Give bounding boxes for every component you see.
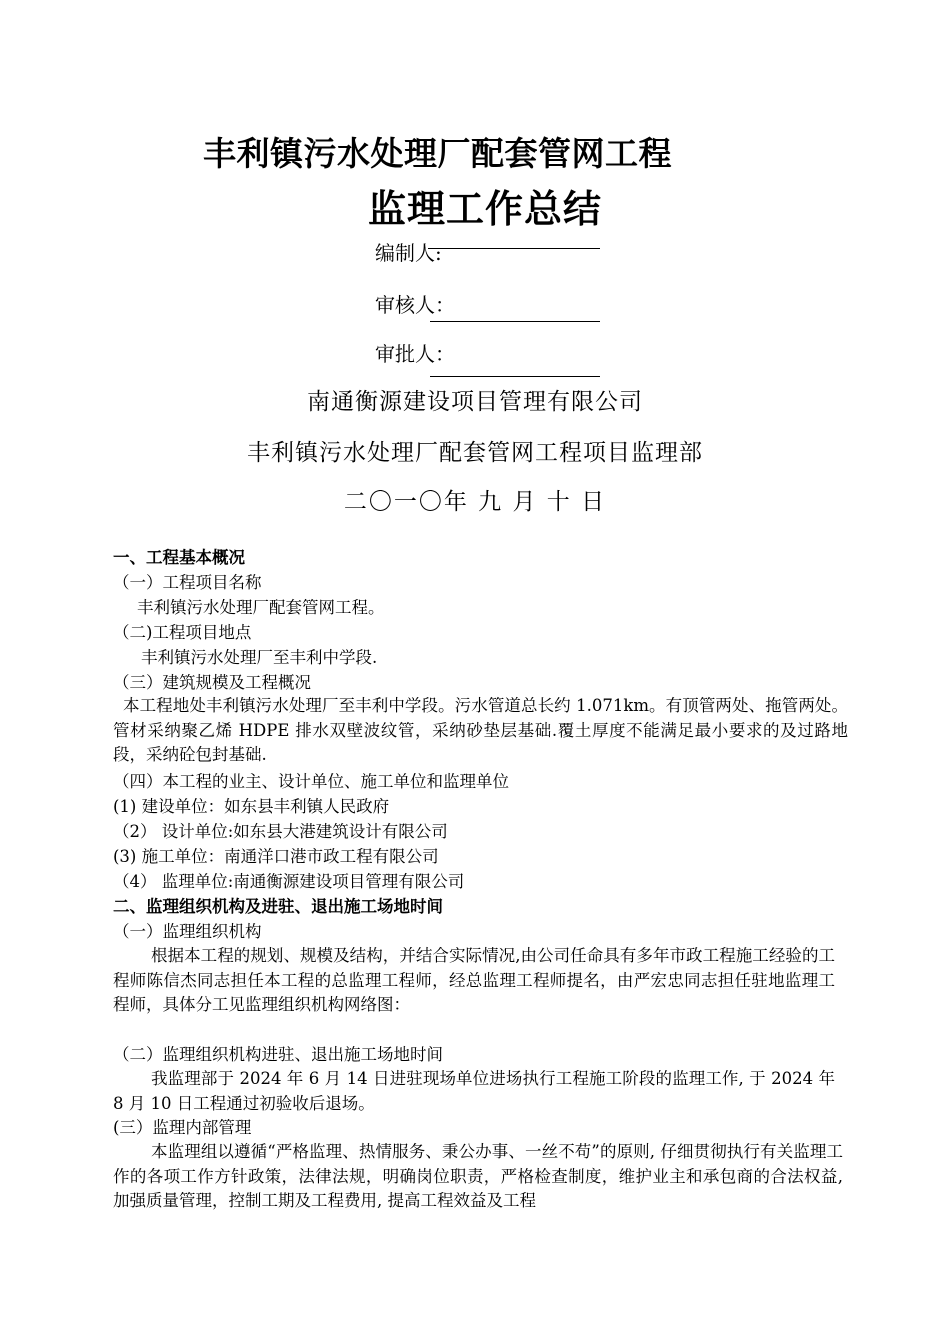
- section-2-sub-3-title: (三）监理内部管理: [113, 1118, 252, 1137]
- title-line-1: 丰利镇污水处理厂配套管网工程: [203, 134, 672, 173]
- approver-label: 审批人：: [375, 342, 455, 366]
- unit-line-2: （2） 设计单位:如东县大港建筑设计有限公司: [113, 822, 448, 841]
- reviewer-signature-line: [430, 321, 600, 322]
- unit-line-3: (3) 施工单位：南通洋口港市政工程有限公司: [113, 847, 439, 866]
- section-1-sub-1-title: （一）工程项目名称: [113, 573, 262, 592]
- compiler-label: 编制人:: [375, 241, 442, 265]
- section-2-sub-1-title: （一）监理组织机构: [113, 922, 262, 941]
- section-1-sub-4-title: （四）本工程的业主、设计单位、施工单位和监理单位: [113, 772, 509, 791]
- section-1-sub-2-title: （二)工程项目地点: [113, 623, 252, 642]
- section-1-sub-1-text: 丰利镇污水处理厂配套管网工程。: [137, 598, 385, 617]
- section-2-sub-2-title: （二）监理组织机构进驻、退出施工场地时间: [113, 1045, 443, 1064]
- section-1-sub-2-text: 丰利镇污水处理厂至丰利中学段.: [141, 648, 378, 667]
- title-line-2: 监理工作总结: [368, 186, 603, 231]
- section-2-heading: 二、监理组织机构及进驻、退出施工场地时间: [113, 897, 443, 916]
- compiler-strike-line: [428, 248, 600, 249]
- company-name: 南通衡源建设项目管理有限公司: [307, 389, 643, 415]
- section-2-sub-3-text: 本监理组以遵循“严格监理、热情服务、秉公办事、一丝不苟”的原则, 仔细贯彻执行有关监理工作的各项工作方针政策，法律法规，明确岗位职责，严格检查制度，维护业主和承包商的合法权益,加强质量管理，控制工期及工程费用, 提高工程效益及工程: [113, 1142, 843, 1210]
- section-1-sub-3-text: 本工程地处丰利镇污水处理厂至丰利中学段。污水管道总长约 1.071km。有顶管两处、拖管两处。管材采纳聚乙烯 HDPE 排水双壁波纹管，采纳砂垫层基础.覆土厚度不能满足最小要求的及过路地段，采纳砼包封基础.: [113, 696, 848, 764]
- document-date: 二〇一〇年 九 月 十 日: [343, 489, 607, 515]
- approver-signature-line: [430, 376, 600, 377]
- section-1-sub-3-title: （三）建筑规模及工程概况: [113, 673, 311, 692]
- section-2-sub-2-text: 我监理部于 2024 年 6 月 14 日进驻现场单位进场执行工程施工阶段的监理工作, 于 2024 年 8 月 10 日工程通过初验收后退场。: [113, 1069, 835, 1113]
- unit-line-1: (1) 建设单位：如东县丰利镇人民政府: [113, 797, 390, 816]
- section-1-heading: 一、工程基本概况: [113, 548, 245, 567]
- reviewer-label: 审核人：: [375, 293, 455, 317]
- department-name: 丰利镇污水处理厂配套管网工程项目监理部: [247, 440, 703, 466]
- section-2-sub-1-text: 根据本工程的规划、规模及结构，并结合实际情况,由公司任命具有多年市政工程施工经验的工程师陈信杰同志担任本工程的总监理工程师，经总监理工程师提名，由严宏忠同志担任驻地监理工程师，具体分工见监理组织机构网络图：: [113, 946, 835, 1014]
- unit-line-4: （4） 监理单位:南通衡源建设项目管理有限公司: [113, 872, 465, 891]
